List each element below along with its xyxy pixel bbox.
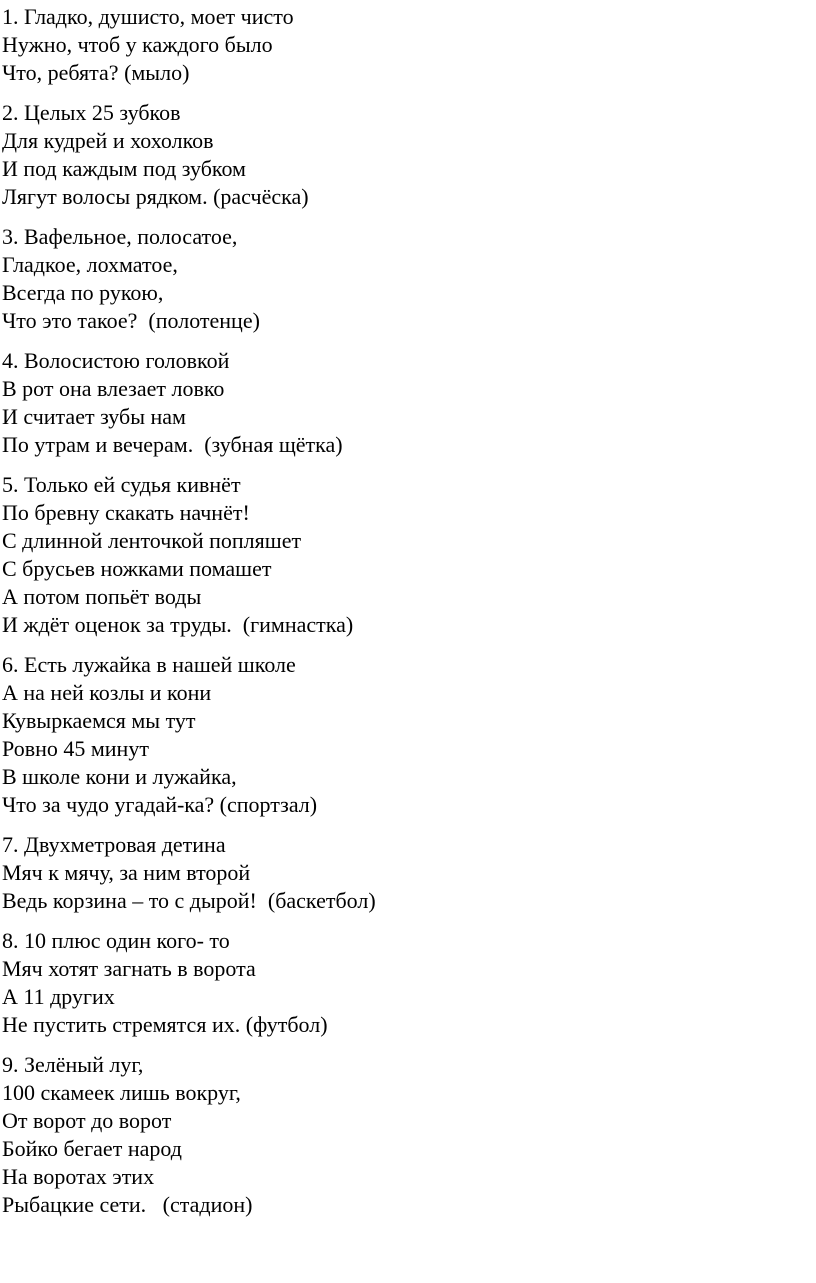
riddle-7 xyxy=(2,831,816,915)
riddle-line: Мяч хотят загнать в ворота xyxy=(2,956,256,981)
riddle-line: 100 скамеек лишь вокруг, xyxy=(2,1080,241,1105)
riddle-line: А на ней козлы и кони xyxy=(2,680,212,705)
riddle-line: А потом попьёт воды xyxy=(2,584,202,609)
riddle-9 xyxy=(2,1051,816,1219)
riddle-line: 7. Двухметровая детина xyxy=(2,832,226,857)
riddle-line: 8. 10 плюс один кого- то xyxy=(2,928,230,953)
riddle-6 xyxy=(2,651,816,819)
riddle-line: В рот она влезает ловко xyxy=(2,376,225,401)
riddle-line: На воротах этих xyxy=(2,1164,155,1189)
riddle-5 xyxy=(2,471,816,639)
riddle-line: Рыбацкие сети. (стадион) xyxy=(2,1192,253,1217)
riddle-line: Для кудрей и хохолков xyxy=(2,128,214,153)
riddle-line: По бревну скакать начнёт! xyxy=(2,500,250,525)
riddle-2 xyxy=(2,99,816,211)
riddle-line: И считает зубы нам xyxy=(2,404,186,429)
riddle-line: Не пустить стремятся их. (футбол) xyxy=(2,1012,328,1037)
riddle-line: В школе кони и лужайка, xyxy=(2,764,237,789)
riddle-line: 5. Только ей судья кивнёт xyxy=(2,472,241,497)
riddle-line: Что за чудо угадай-ка? (спортзал) xyxy=(2,792,318,817)
riddle-line: Гладкое, лохматое, xyxy=(2,252,178,277)
riddle-4 xyxy=(2,347,816,459)
riddle-line: С длинной ленточкой попляшет xyxy=(2,528,302,553)
riddle-line: Ровно 45 минут xyxy=(2,736,149,761)
riddle-line: И под каждым под зубком xyxy=(2,156,246,181)
riddle-line: 3. Вафельное, полосатое, xyxy=(2,224,238,249)
riddle-line: Ведь корзина – то с дырой! (баскетбол) xyxy=(2,888,376,913)
riddle-line: 4. Волосистою головкой xyxy=(2,348,230,373)
riddle-line: А 11 других xyxy=(2,984,115,1009)
riddle-line: Что это такое? (полотенце) xyxy=(2,308,260,333)
riddle-line: Всегда по рукою, xyxy=(2,280,164,305)
riddle-line: Мяч к мячу, за ним второй xyxy=(2,860,251,885)
riddle-line: Что, ребята? (мыло) xyxy=(2,60,190,85)
riddle-line: Кувыркаемся мы тут xyxy=(2,708,196,733)
riddle-line: 1. Гладко, душисто, моет чисто xyxy=(2,4,294,29)
riddle-line: И ждёт оценок за труды. (гимнастка) xyxy=(2,612,354,637)
riddle-8 xyxy=(2,927,816,1039)
riddle-line: 9. Зелёный луг, xyxy=(2,1052,144,1077)
riddle-line: 2. Целых 25 зубков xyxy=(2,100,181,125)
riddle-line: С брусьев ножками помашет xyxy=(2,556,272,581)
riddle-line: Нужно, чтоб у каждого было xyxy=(2,32,273,57)
riddle-3 xyxy=(2,223,816,335)
riddle-line: Лягут волосы рядком. (расчёска) xyxy=(2,184,309,209)
riddle-line: Бойко бегает народ xyxy=(2,1136,182,1161)
riddle-1 xyxy=(2,3,816,87)
riddle-line: По утрам и вечерам. (зубная щётка) xyxy=(2,432,343,457)
riddle-line: 6. Есть лужайка в нашей школе xyxy=(2,652,296,677)
riddle-line: От ворот до ворот xyxy=(2,1108,172,1133)
